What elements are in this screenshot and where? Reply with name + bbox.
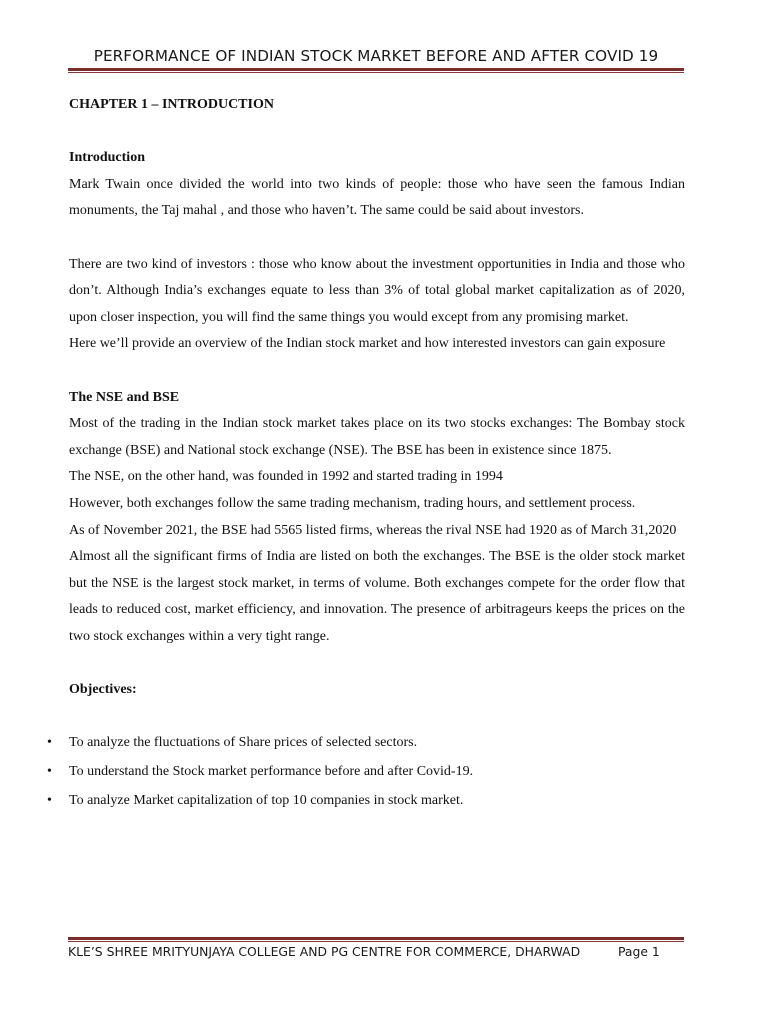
list-item bbox=[47, 786, 685, 815]
nse-bse-paragraph-5: Almost all the significant firms of India are listed on both the exchanges. The BSE is the older stock market but the NSE is the largest stock market, in terms of volume. Both exchanges compete for the order flow that leads to reduced cost, market efficiency, and innovation. The presence of arbitrageurs keeps the prices on the two stock exchanges within a very tight range. bbox=[69, 549, 685, 644]
spacer bbox=[69, 650, 685, 677]
footer-page-number: Page 1 bbox=[618, 944, 660, 959]
objectives-list bbox=[47, 728, 685, 815]
objective-text-1: To analyze the fluctuations of Share prices of selected sectors. bbox=[69, 734, 418, 750]
header-rule bbox=[68, 68, 684, 74]
nse-bse-paragraph-1: Most of the trading in the Indian stock market takes place on its two stocks exchanges: The Bombay stock exchange (BSE) and National stock exchange (NSE). The BSE has been in existence since 1875. bbox=[69, 416, 685, 458]
objectives-heading: Objectives: bbox=[69, 682, 137, 698]
bullet-icon: • bbox=[47, 734, 52, 750]
chapter-heading: CHAPTER 1 – INTRODUCTION bbox=[69, 97, 274, 112]
nse-bse-paragraph-2: The NSE, on the other hand, was founded in 1992 and started trading in 1994 bbox=[69, 469, 503, 485]
header-rule-thin-line bbox=[68, 72, 684, 73]
list-item bbox=[47, 757, 685, 786]
spacer bbox=[69, 358, 685, 385]
nse-bse-heading: The NSE and BSE bbox=[69, 389, 180, 405]
introduction-paragraph-2: There are two kind of investors : those who know about the investment opportunities in India and those who don’t. Although India’s exchanges equate to less than 3% of total global market capitalization as of 2020, upon closer inspection, you will find the same things you would except from any promising market. bbox=[69, 256, 685, 325]
list-item bbox=[47, 728, 685, 757]
spacer bbox=[69, 704, 685, 728]
introduction-paragraph-3: Here we’ll provide an overview of the Indian stock market and how interested investors can gain exposure bbox=[69, 336, 666, 352]
page-header-title: PERFORMANCE OF INDIAN STOCK MARKET BEFORE AND AFTER COVID 19 bbox=[93, 47, 659, 65]
introduction-heading: Introduction bbox=[69, 150, 145, 166]
bullet-icon: • bbox=[47, 792, 52, 808]
nse-bse-paragraph-3: However, both exchanges follow the same trading mechanism, trading hours, and settlement process. bbox=[69, 495, 636, 511]
spacer bbox=[69, 225, 685, 252]
header-rule-thick-line bbox=[68, 68, 684, 71]
nse-bse-paragraph-4: As of November 2021, the BSE had 5565 listed firms, whereas the rival NSE had 1920 as of March 31,2020 bbox=[69, 522, 677, 538]
bullet-icon: • bbox=[47, 763, 52, 779]
footer-rule-thin-line bbox=[68, 941, 684, 942]
document-body bbox=[47, 92, 685, 815]
footer-college-name: KLE’S SHREE MRITYUNJAYA COLLEGE AND PG CENTRE FOR COMMERCE, DHARWAD bbox=[68, 944, 581, 959]
objective-text-2: To understand the Stock market performance before and after Covid-19. bbox=[69, 763, 474, 779]
footer-rule-thick-line bbox=[68, 937, 684, 940]
objective-text-3: To analyze Market capitalization of top 10 companies in stock market. bbox=[69, 792, 464, 808]
spacer bbox=[69, 119, 685, 146]
footer-rule bbox=[68, 937, 684, 943]
introduction-paragraph-1: Mark Twain once divided the world into two kinds of people: those who have seen the famous Indian monuments, the Taj mahal , and those who haven’t. The same could be said about investors. bbox=[69, 176, 685, 219]
